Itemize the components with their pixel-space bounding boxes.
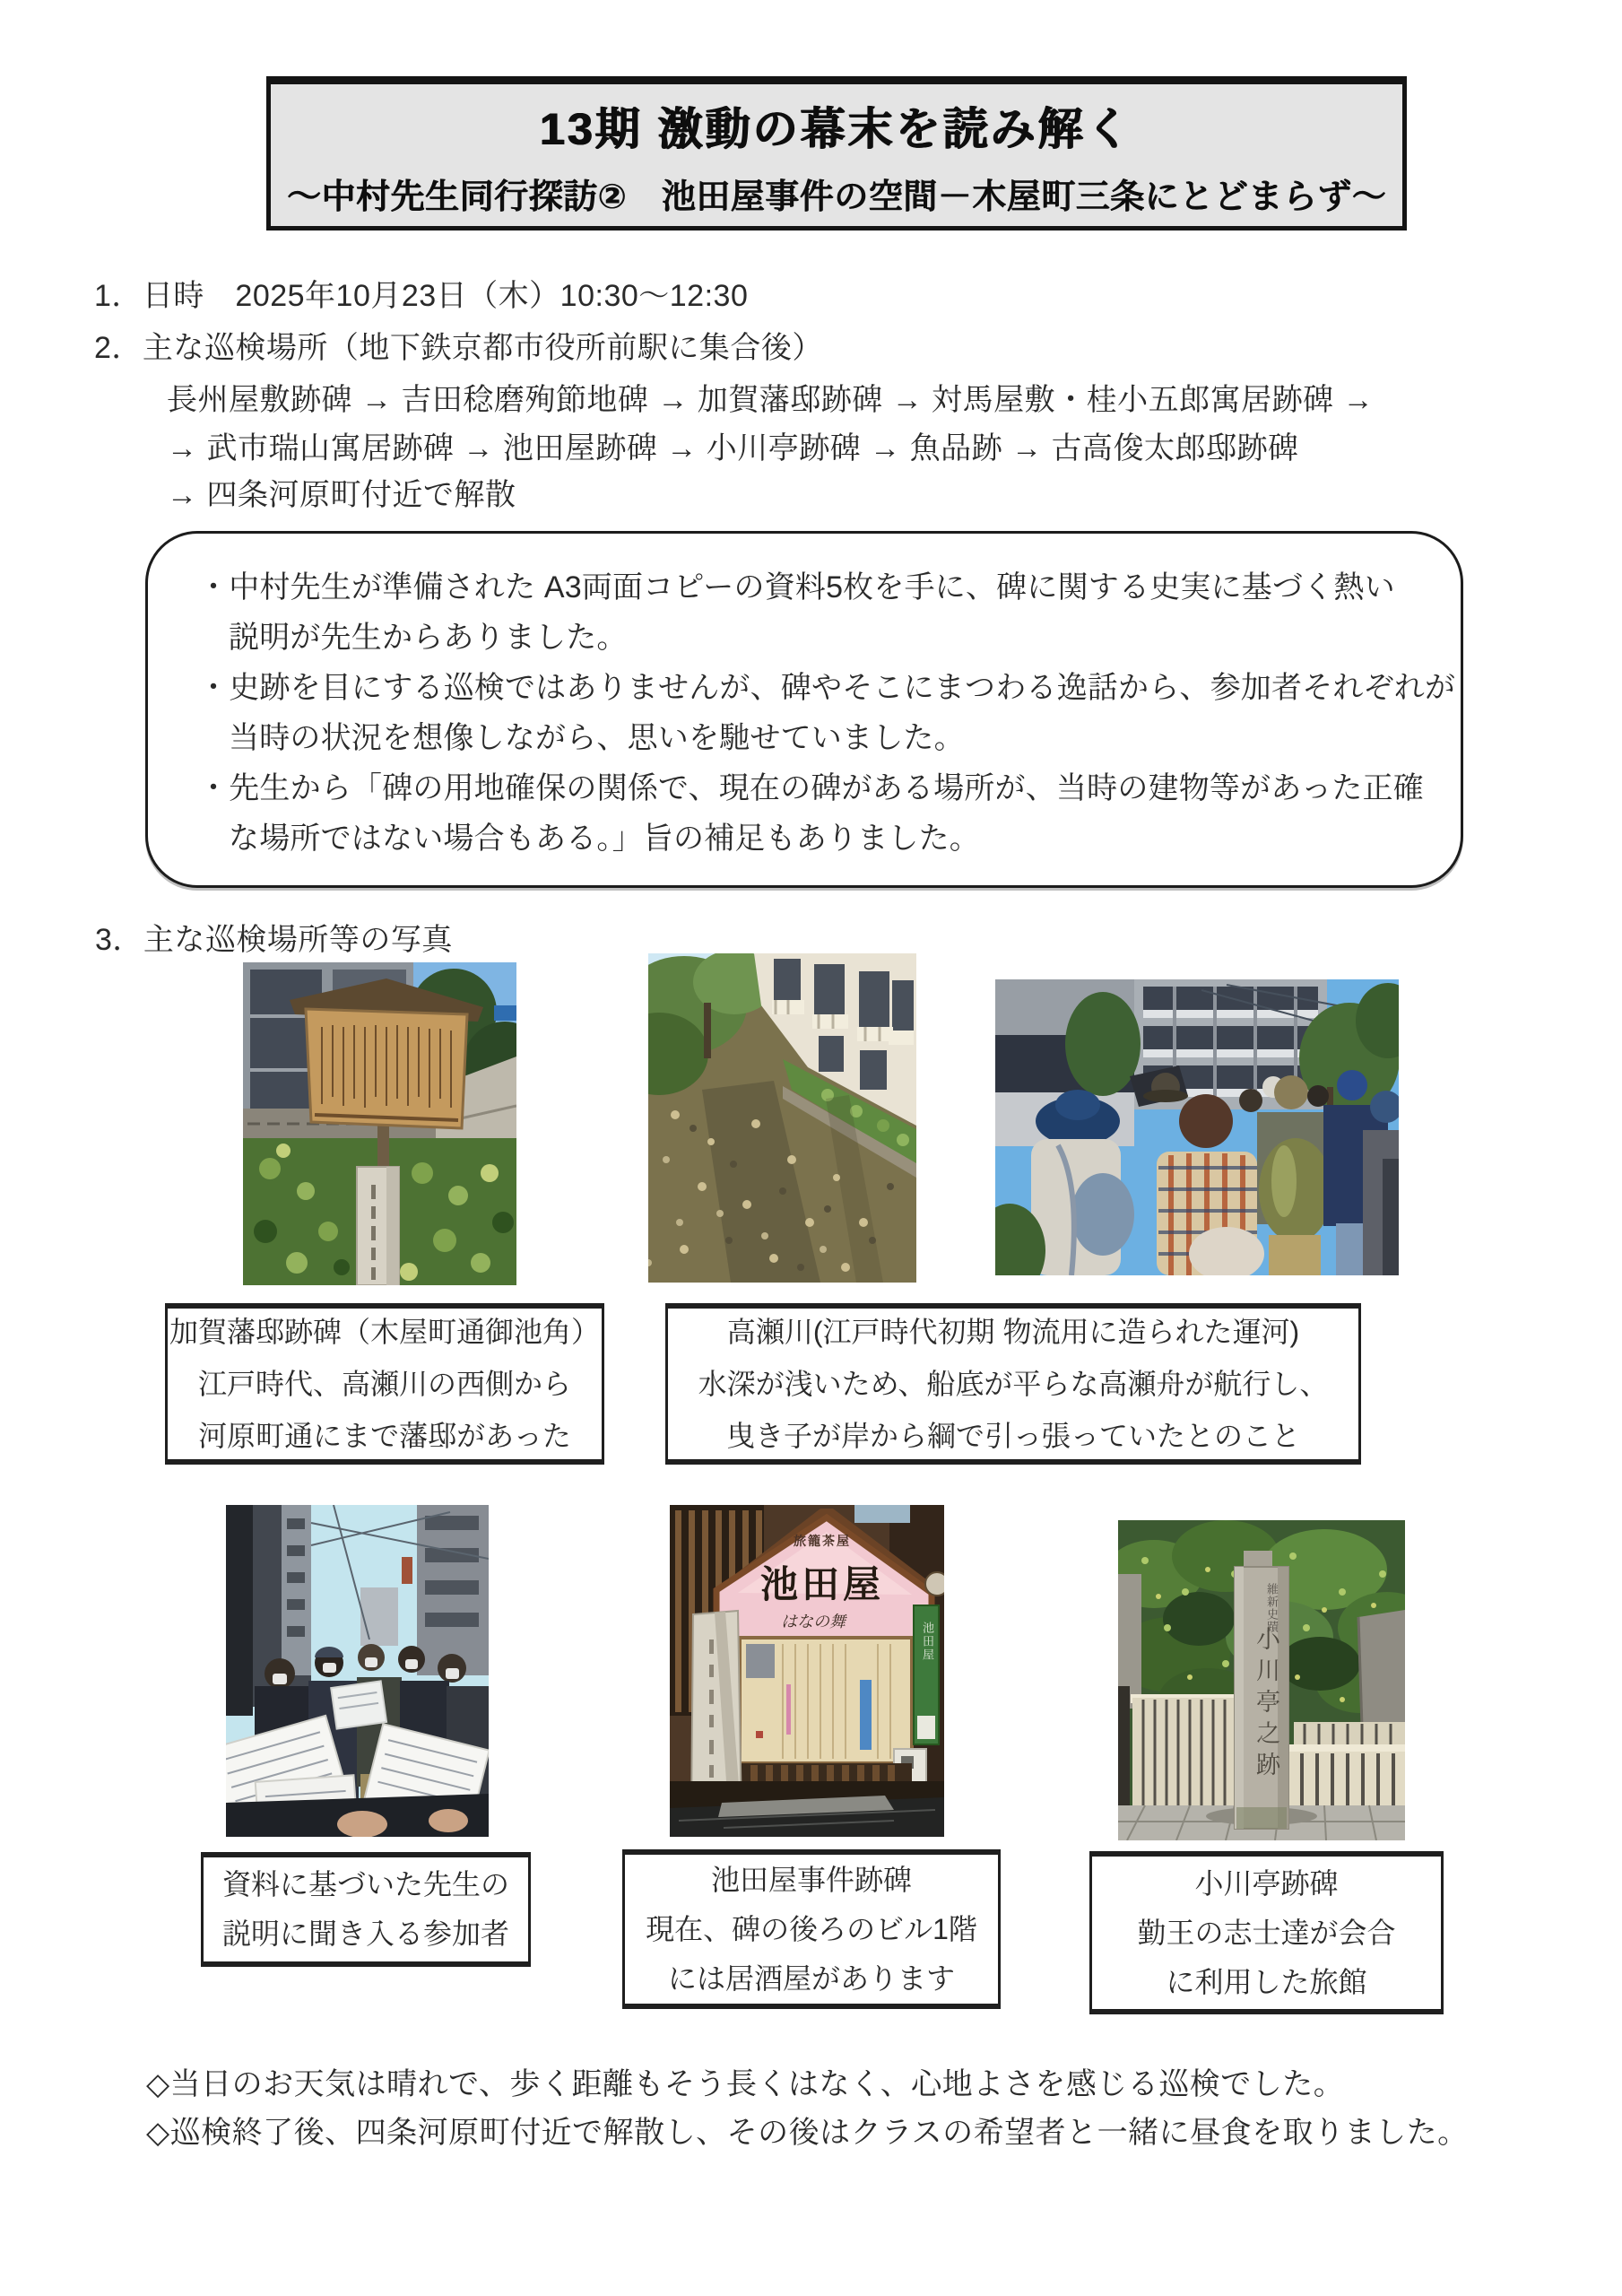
caption-ikedaya-line-3: には居酒屋があります (667, 1961, 955, 1995)
caption-kaga-line-3: 河原町通にまで藩邸があった (198, 1420, 571, 1452)
kaga-monument-illustration (243, 962, 516, 1285)
ikedaya-sign-script-text: はなの舞 (781, 1613, 846, 1631)
note-bullet-2-line-1: ・史跡を目にする巡検ではありませんが、碑やそこにまつわる逸話から、参加者それぞれが (198, 671, 1456, 705)
caption-takasegawa-line-3: 曳き子が岸から綱で引っ張っていたとのこと (725, 1420, 1300, 1452)
photo-ogawatei-monument (1118, 1520, 1405, 1840)
caption-kaga-hantei (165, 1303, 604, 1465)
photo-kaga-monument (243, 962, 516, 1285)
caption-ikedaya-line-2: 現在、碑の後ろのビル1階 (646, 1912, 977, 1945)
caption-ogawatei-line-1: 小川亭跡碑 (1194, 1866, 1339, 1900)
caption-ogawatei (1089, 1851, 1444, 2014)
notes-roundbox (145, 531, 1463, 888)
caption-participants-line-2: 説明に聞き入る参加者 (221, 1918, 509, 1950)
ikedaya-sign-top-text: 旅籠茶屋 (794, 1534, 851, 1548)
page-subtitle: ～中村先生同行探訪② 池田屋事件の空間－木屋町三条にとどまらず～ (286, 178, 1387, 216)
footer-note-2: ◇巡検終了後、四条河原町付近で解散し、その後はクラスの希望者と一緒に昼食を取りました。 (146, 2116, 1469, 2150)
footer-note-1: ◇当日のお天気は晴れで、歩く距離もそう長くはなく、心地よさを感じる巡検でした。 (146, 2067, 1345, 2101)
ogawatei-stone-main-text: 小川亭之跡 (1253, 1626, 1279, 1783)
caption-ogawatei-line-3: に利用した旅館 (1166, 1965, 1367, 1998)
caption-takasegawa-line-2: 水深が浅いため、船底が平らな高瀬舟が航行し、 (698, 1368, 1329, 1400)
caption-ogawatei-line-2: 勤王の志士達が会合 (1137, 1916, 1396, 1949)
photo-ikedaya-site (670, 1505, 944, 1837)
tour-group-illustration (995, 979, 1399, 1275)
caption-participants-line-1: 資料に基づいた先生の (221, 1868, 509, 1900)
caption-ikedaya (622, 1849, 1001, 2009)
item2-locations-heading: 2．主な巡検場所（地下鉄京都市役所前駅に集合後） (94, 331, 823, 365)
note-bullet-2-line-2: 当時の状況を想像しながら、思いを馳せていました。 (229, 721, 965, 755)
route-line-2: → 武市瑞山寓居跡碑 → 池田屋跡碑 → 小川亭跡碑 → 魚品跡 → 古高俊太郎邸跡碑 (167, 431, 1299, 465)
route-line-3: → 四条河原町付近で解散 (167, 478, 516, 512)
participants-reading-illustration (226, 1505, 489, 1837)
ikedaya-site-illustration (670, 1505, 944, 1837)
ikedaya-banner-text: 池田屋 (921, 1622, 934, 1662)
photo-participants-reading (226, 1505, 489, 1837)
caption-kaga-line-2: 江戸時代、高瀬川の西側から (197, 1368, 571, 1400)
note-bullet-3-line-1: ・先生から「碑の用地確保の関係で、現在の碑がある場所が、当時の建物等があった正確 (198, 771, 1424, 805)
photo-takasegawa-canal (648, 953, 916, 1283)
note-bullet-1-line-2: 説明が先生からありました。 (229, 621, 628, 655)
ogawatei-stone-small-text: 維新史蹟 (1265, 1583, 1279, 1633)
caption-takasegawa-line-1: 高瀬川(江戸時代初期 物流用に造られた運河) (726, 1316, 1300, 1348)
item1-datetime: 1．日時 2025年10月23日（木）10:30～12:30 (94, 279, 749, 313)
caption-kaga-line-1: 加賀藩邸跡碑（木屋町通御池角） (169, 1316, 600, 1348)
caption-ikedaya-line-1: 池田屋事件跡碑 (710, 1863, 912, 1896)
note-bullet-1-line-1: ・中村先生が準備された A3両面コピーの資料5枚を手に、碑に関する史実に基づく熱い (198, 570, 1395, 604)
ikedaya-sign-main-text: 池田屋 (759, 1563, 884, 1605)
note-bullet-3-line-2: な場所ではない場合もある。」旨の補足もありました。 (229, 822, 980, 856)
caption-takasegawa (665, 1303, 1361, 1465)
caption-participants (201, 1852, 531, 1967)
header-banner (266, 76, 1407, 230)
ogawatei-monument-illustration (1118, 1520, 1405, 1840)
page-title: 13期 激動の幕末を読み解く (540, 103, 1133, 154)
route-line-1: 長州屋敷跡碑 → 吉田稔磨殉節地碑 → 加賀藩邸跡碑 → 対馬屋敷・桂小五郎寓居跡碑 → (167, 383, 1375, 417)
takasegawa-canal-illustration (648, 953, 916, 1283)
photo-tour-group (995, 979, 1399, 1275)
section3-heading: 3．主な巡検場所等の写真 (95, 923, 453, 957)
